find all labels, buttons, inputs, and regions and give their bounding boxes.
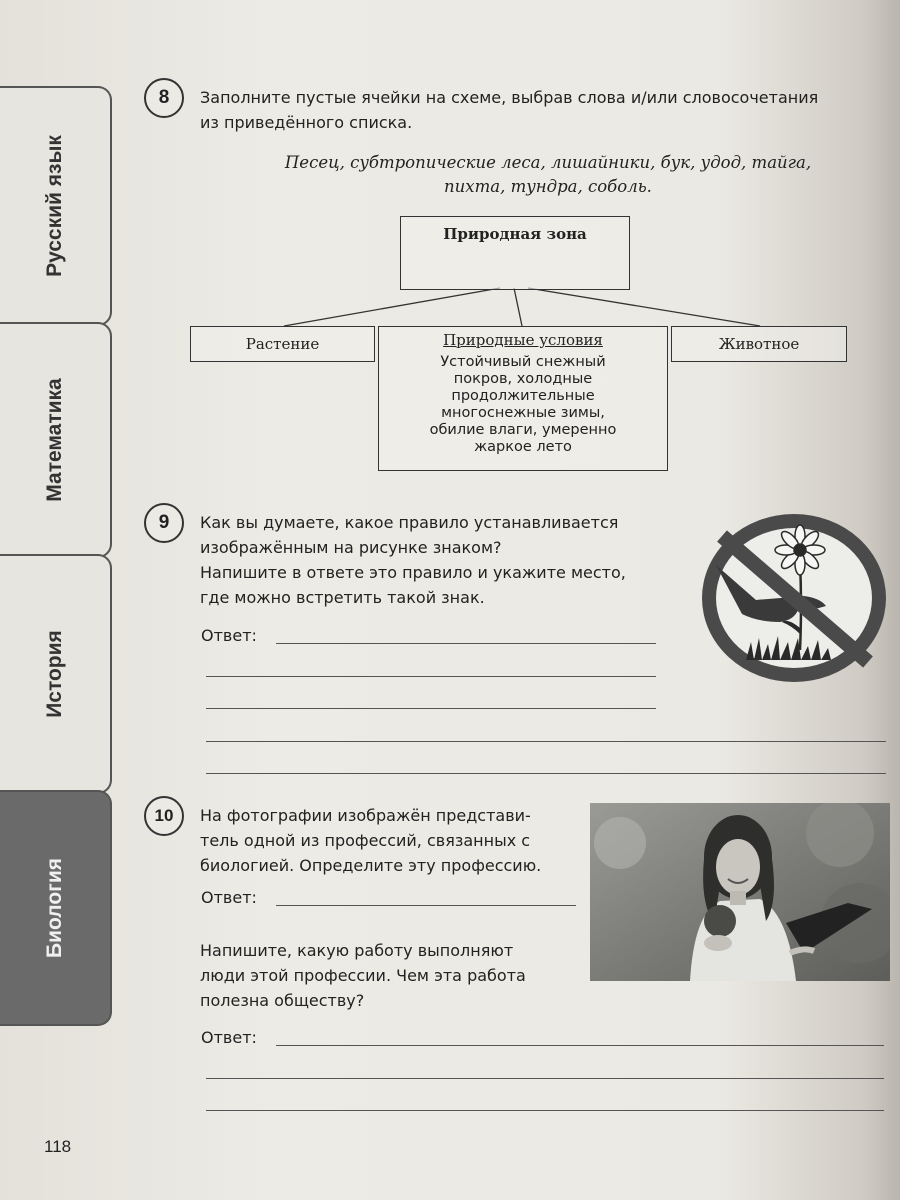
question-10-answer-label: Ответ: <box>201 888 257 907</box>
tab-history[interactable] <box>0 554 112 794</box>
question-9-text <box>200 510 700 610</box>
box-plant-label: Растение <box>245 335 320 353</box>
conditions-line-2: покров, холодные <box>453 371 593 387</box>
box-animal-label: Животное <box>718 335 800 353</box>
box-plant <box>190 326 375 362</box>
question-10-answer-line-4[interactable] <box>206 1110 884 1111</box>
tab-history-label: История <box>43 630 66 718</box>
question-9-line-2: изображённым на рисунке знаком? <box>200 538 502 557</box>
conditions-line-6: жаркое лето <box>474 439 572 455</box>
question-8-line-2: из приведённого списка. <box>200 113 413 132</box>
question-10-number: 10 <box>144 796 184 836</box>
tab-biology[interactable] <box>0 790 112 1026</box>
question-10-sub-line-2: люди этой профессии. Чем эта работа <box>200 966 526 985</box>
box-natural-conditions <box>378 326 668 471</box>
word-list-line-1: Песец, субтропические леса, лишайники, бук, удод, тайга, <box>284 153 812 172</box>
word-list-line-2: пихта, тундра, соболь. <box>444 177 652 196</box>
question-10-line-1: На фотографии изображён представи- <box>200 806 531 825</box>
question-9-answer-line-1[interactable] <box>276 643 656 644</box>
box-natural-zone-title: Природная зона <box>443 225 587 243</box>
question-9-line-3: Напишите в ответе это правило и укажите место, <box>200 563 626 582</box>
question-9-line-1: Как вы думаете, какое правило устанавливается <box>200 513 619 532</box>
question-9-answer-line-4[interactable] <box>206 741 886 742</box>
box-conditions-text <box>379 354 667 456</box>
box-natural-zone <box>400 216 630 290</box>
question-9-answer-line-5[interactable] <box>206 773 886 774</box>
conditions-line-4: многоснежные зимы, <box>441 405 605 421</box>
question-10-sub-line-3: полезна обществу? <box>200 991 365 1010</box>
question-10-line-3: биологией. Определите эту профессию. <box>200 856 542 875</box>
question-10-subquestion <box>200 938 600 1013</box>
conditions-line-1: Устойчивый снежный <box>440 354 606 370</box>
question-10-text <box>200 803 580 878</box>
tab-russian-label: Русский язык <box>43 135 66 277</box>
question-9-line-4: где можно встретить такой знак. <box>200 588 485 607</box>
tab-math-label: Математика <box>43 378 66 502</box>
question-10-answer-line-3[interactable] <box>206 1078 884 1079</box>
page-number: 118 <box>44 1137 72 1156</box>
question-9-number: 9 <box>144 503 184 543</box>
profession-photo <box>590 803 890 981</box>
question-10-line-2: тель одной из профессий, связанных с <box>200 831 531 850</box>
question-9-answer-line-2[interactable] <box>206 676 656 677</box>
conditions-line-5: обилие влаги, умеренно <box>429 422 617 438</box>
question-8-number: 8 <box>144 78 184 118</box>
question-10-answer-label-2: Ответ: <box>201 1028 257 1047</box>
box-conditions-title: Природные условия <box>443 331 603 349</box>
tab-biology-label: Биология <box>43 857 66 959</box>
question-10-answer-line-2[interactable] <box>276 1045 884 1046</box>
question-8-line-1: Заполните пустые ячейки на схеме, выбрав слова и/или словосочетания <box>200 88 819 107</box>
question-10-sub-line-1: Напишите, какую работу выполняют <box>200 941 514 960</box>
question-9-answer-label: Ответ: <box>201 626 257 645</box>
question-10-answer-line[interactable] <box>276 905 576 906</box>
question-9-answer-line-3[interactable] <box>206 708 656 709</box>
prohibition-sign-icon <box>696 510 892 686</box>
box-animal <box>671 326 847 362</box>
conditions-line-3: продолжительные <box>451 388 595 404</box>
